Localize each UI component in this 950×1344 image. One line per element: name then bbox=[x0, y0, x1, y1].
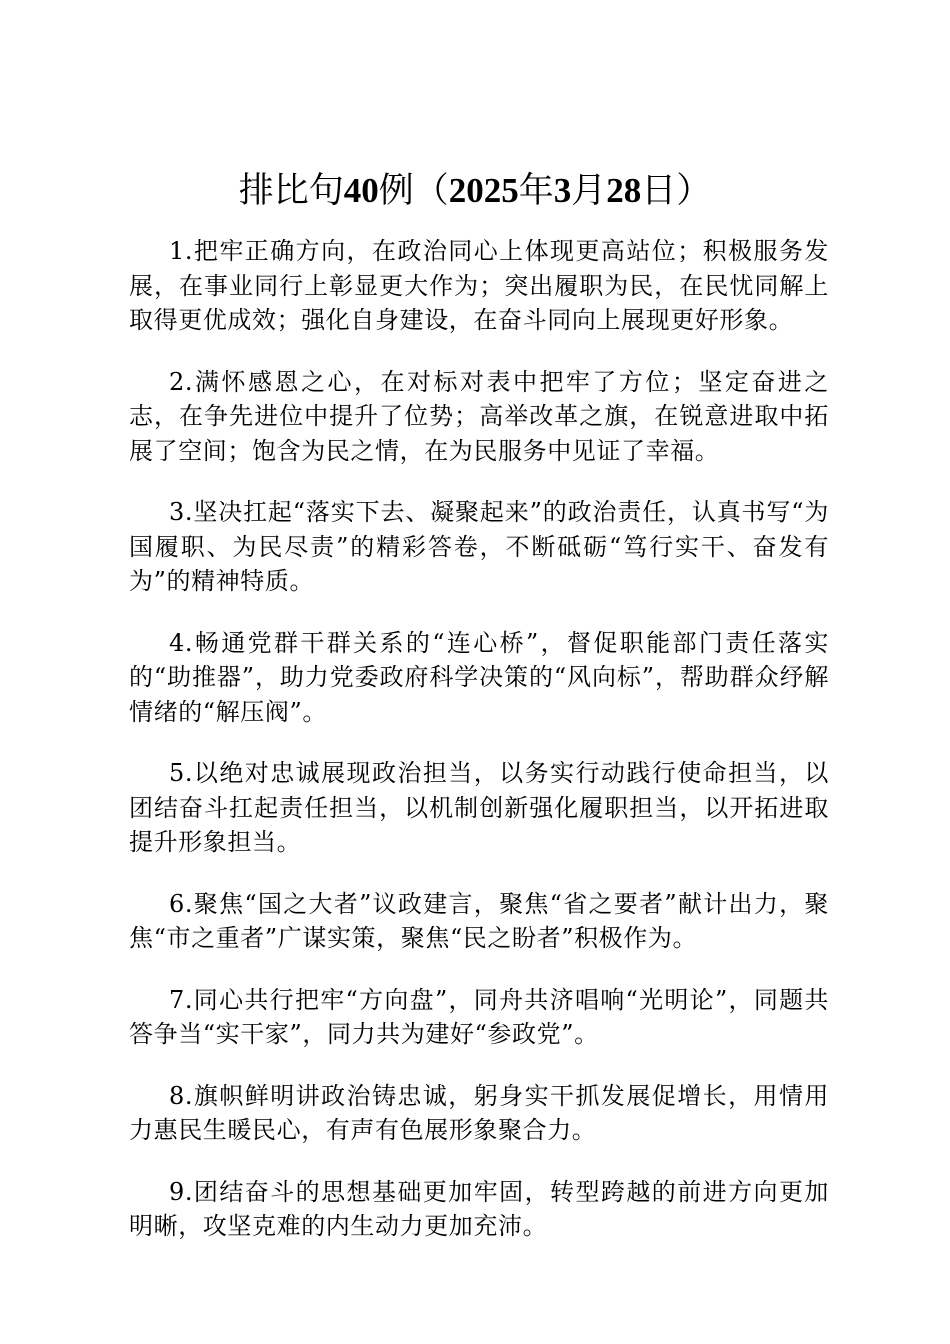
paragraph-3: 3.坚决扛起“落实下去、凝聚起来”的政治责任，认真书写“为国履职、为民尽责”的精彩答卷，不断砥砺“笃行实干、奋发有为”的精神特质。 bbox=[129, 498, 829, 595]
title-month: 3 bbox=[553, 171, 572, 210]
paragraph-9: 9.团结奋斗的思想基础更加牢固，转型跨越的前进方向更加明晰，攻坚克难的内生动力更加充沛。 bbox=[129, 1177, 829, 1240]
title-month-char: 月 bbox=[571, 171, 607, 211]
title-count: 40 bbox=[343, 171, 379, 210]
document-title bbox=[0, 168, 950, 214]
title-year-char: 年 bbox=[518, 171, 554, 211]
paragraph-4: 4.畅通党群干群关系的“连心桥”，督促职能部门责任落实的“助推器”，助力党委政府科学决策的“风向标”，帮助群众纾解情绪的“解压阀”。 bbox=[129, 628, 829, 726]
paragraph-6: 6.聚焦“国之大者”议政建言，聚焦“省之要者”献计出力，聚焦“市之重者”广谋实策，聚焦“民之盼者”积极作为。 bbox=[129, 889, 829, 952]
paragraph-8: 8.旗帜鲜明讲政治铸忠诚，躬身实干抓发展促增长，用情用力惠民生暖民心，有声有色展形象聚合力。 bbox=[129, 1081, 829, 1144]
paragraph-5: 5.以绝对忠诚展现政治担当，以务实行动践行使命担当，以团结奋斗扛起责任担当，以机制创新强化履职担当，以开拓进取提升形象担当。 bbox=[129, 759, 829, 856]
title-year: 2025 bbox=[448, 171, 519, 210]
title-mid: 例（ bbox=[378, 171, 449, 211]
paragraph-7: 7.同心共行把牢“方向盘”，同舟共济唱响“光明论”，同题共答争当“实干家”，同力共为建好“参政党”。 bbox=[129, 985, 829, 1048]
title-day: 28 bbox=[606, 171, 642, 210]
paragraph-2: 2.满怀感恩之心，在对标对表中把牢了方位；坚定奋进之志，在争先进位中提升了位势；高举改革之旗，在锐意进取中拓展了空间；饱含为民之情，在为民服务中见证了幸福。 bbox=[129, 367, 829, 465]
title-suffix: 日） bbox=[641, 171, 712, 211]
title-prefix: 排比句 bbox=[238, 171, 344, 211]
document-body bbox=[129, 234, 829, 1271]
paragraph-1: 1.把牢正确方向，在政治同心上体现更高站位；积极服务发展，在事业同行上彰显更大作为；突出履职为民，在民忧同解上取得更优成效；强化自身建设，在奋斗同向上展现更好形象。 bbox=[129, 237, 829, 334]
